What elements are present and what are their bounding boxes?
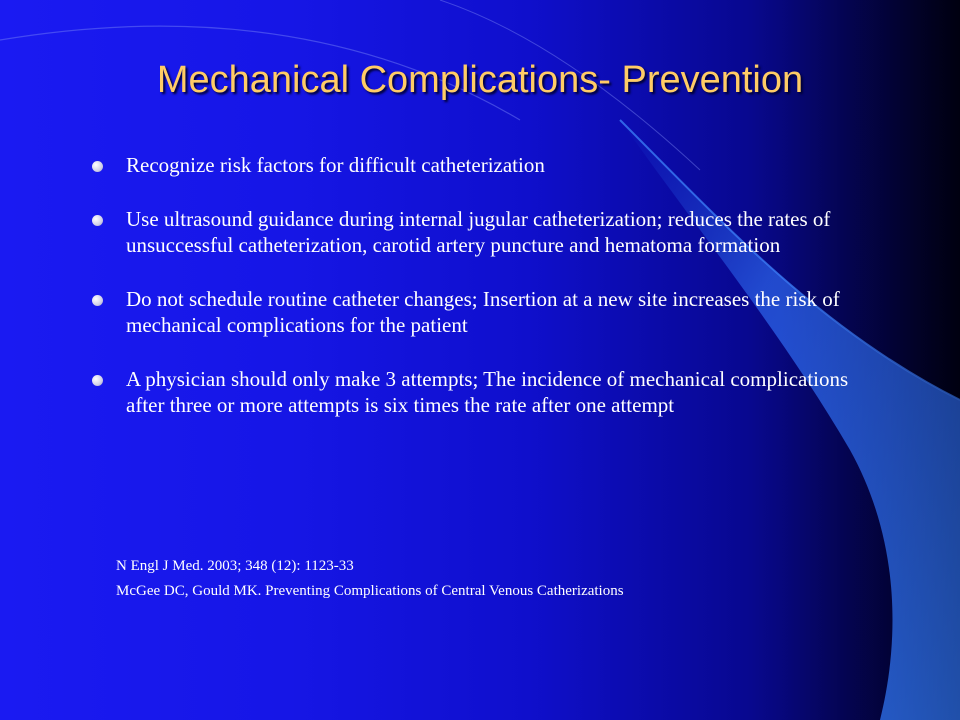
bullet-item	[90, 366, 890, 418]
reference-line: McGee DC, Gould MK. Preventing Complications of Central Venous Catherizations	[116, 583, 624, 599]
bullet-item	[90, 286, 890, 338]
bullet-dot-icon	[92, 215, 103, 226]
bullet-dot-icon	[92, 375, 103, 386]
slide-title: Mechanical Complications- Prevention	[156, 59, 804, 101]
bullet-list	[90, 152, 890, 446]
bullet-item	[90, 206, 890, 258]
bullet-text: A physician should only make 3 attempts; The incidence of mechanical complications after three or more attempts is six times the rate after one attempt	[126, 367, 849, 417]
reference-line: N Engl J Med. 2003; 348 (12): 1123-33	[116, 558, 354, 574]
bullet-dot-icon	[92, 295, 103, 306]
bullet-text: Do not schedule routine catheter changes; Insertion at a new site increases the risk of mechanical complications for the patient	[126, 287, 840, 337]
references	[116, 554, 916, 604]
bullet-text: Recognize risk factors for difficult catheterization	[126, 153, 545, 177]
bullet-item	[90, 152, 890, 178]
bullet-text: Use ultrasound guidance during internal jugular catheterization; reduces the rates of unsuccessful catheterization, carotid artery puncture and hematoma formation	[126, 207, 831, 257]
bullet-dot-icon	[92, 161, 103, 172]
